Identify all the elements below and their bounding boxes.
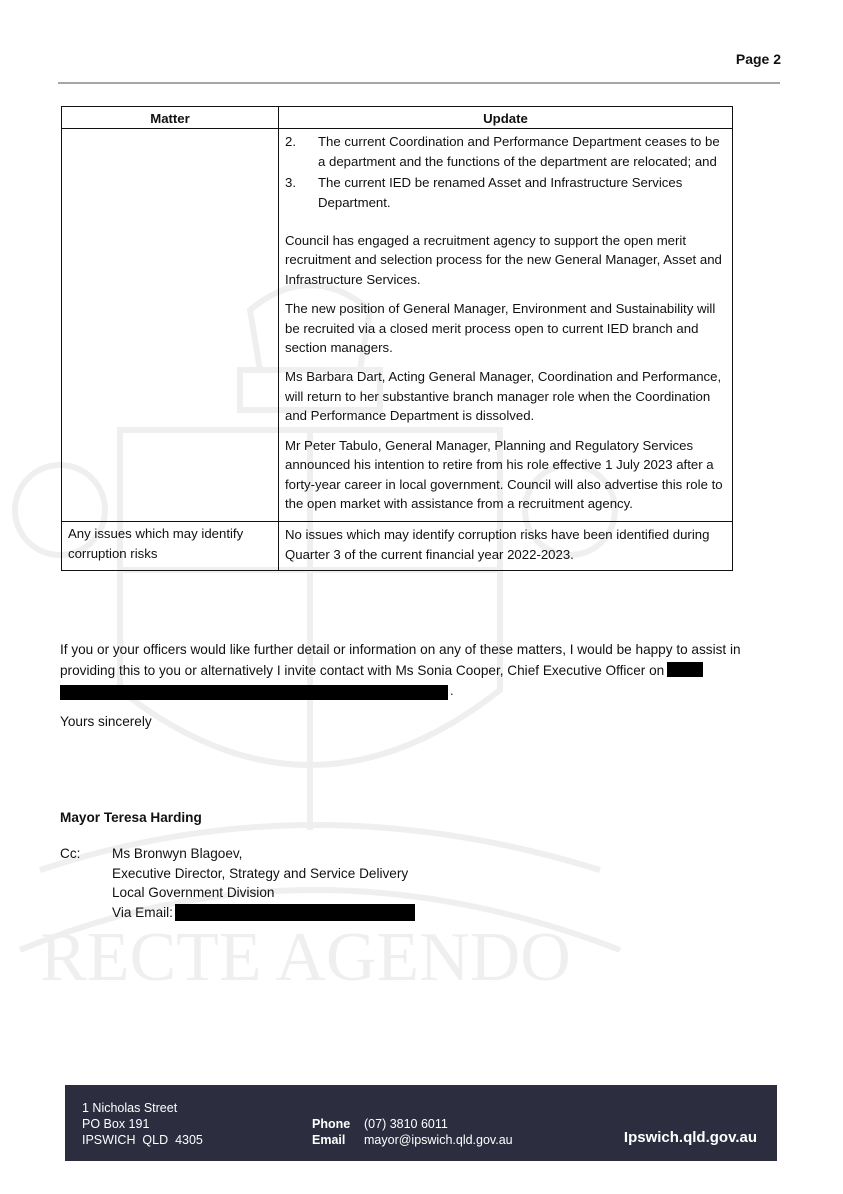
update-paragraph: Mr Peter Tabulo, General Manager, Planning and Regulatory Services announced his intention to retire from his role effective 1 July 2023 after a forty-year career in local government. Council will also advertise this role to the open market with assistance from a recruitment agency.: [285, 437, 723, 511]
redaction-block: [60, 685, 448, 700]
closing-paragraph-text: If you or your officers would like further detail or information on any of these matters, I would be happy to assist in providing this to you or alternatively I invite contact with Ms Sonia Cooper, Chief Executive Officer on: [60, 642, 741, 678]
footer-contact: [312, 1116, 513, 1148]
phone-label: Phone: [312, 1117, 351, 1131]
phone-number[interactable]: (07) 3810 6011: [364, 1117, 448, 1131]
closing-paragraph: [60, 640, 790, 681]
cc-email-line: [112, 903, 415, 923]
email-label: Email: [312, 1133, 346, 1147]
crest-motto: RECTE AGENDO: [40, 919, 571, 996]
header-divider: [58, 82, 780, 84]
redaction-block: [667, 662, 703, 677]
item-number: 3.: [285, 175, 296, 191]
matter-cell: [62, 129, 279, 522]
update-paragraph: The new position of General Manager, Environment and Sustainability will be recruited via a closed merit process open to current IED branch and section managers.: [285, 301, 716, 356]
redaction-block: [175, 904, 415, 921]
signatory-name: Mayor Teresa Harding: [60, 810, 202, 825]
update-column-header: Update: [279, 107, 733, 129]
table-row: [62, 129, 733, 522]
item-text: The current Coordination and Performance Department ceases to be a department and the functions of the department are relocated; and: [318, 134, 720, 169]
update-cell: No issues which may identify corruption risks have been identified during Quarter 3 of the current financial year 2022-2023.: [279, 522, 733, 571]
address-line: IPSWICH QLD 4305: [82, 1133, 203, 1147]
cc-name: Ms Bronwyn Blagoev,: [112, 846, 243, 861]
website-link[interactable]: Ipswich.qld.gov.au: [623, 1129, 757, 1146]
update-cell: [279, 129, 733, 522]
cc-label: Cc:: [60, 846, 81, 861]
footer: [65, 1085, 777, 1161]
cc-title: Executive Director, Strategy and Service Delivery: [112, 865, 409, 881]
item-number: 2.: [285, 134, 296, 150]
numbered-item: [285, 173, 724, 212]
email-address[interactable]: mayor@ipswich.qld.gov.au: [364, 1133, 513, 1147]
update-paragraph: Ms Barbara Dart, Acting General Manager, Coordination and Performance, will return to her substantive branch manager role when the Coordination and Performance Department is dissolved.: [285, 369, 722, 424]
cc-via-label: Via Email:: [112, 904, 173, 920]
cc-division: Local Government Division: [112, 885, 275, 901]
footer-address: [82, 1100, 203, 1148]
item-text: The current IED be renamed Asset and Infrastructure Services Department.: [318, 175, 683, 210]
closing-punctuation: .: [450, 683, 454, 698]
matter-column-header: Matter: [62, 107, 279, 129]
signoff: Yours sincerely: [60, 714, 152, 729]
numbered-item: [285, 132, 724, 171]
address-line: 1 Nicholas Street: [82, 1101, 178, 1115]
cc-recipient: [112, 844, 415, 922]
update-paragraph: Council has engaged a recruitment agency to support the open merit recruitment and selection process for the new General Manager, Asset and Infrastructure Services.: [285, 233, 722, 287]
table-header-row: [62, 107, 733, 129]
address-line: PO Box 191: [82, 1117, 150, 1131]
page-number: Page 2: [735, 51, 781, 67]
matters-table: [61, 106, 733, 571]
table-row: [62, 522, 733, 571]
matter-cell: Any issues which may identify corruption risks: [62, 522, 279, 571]
